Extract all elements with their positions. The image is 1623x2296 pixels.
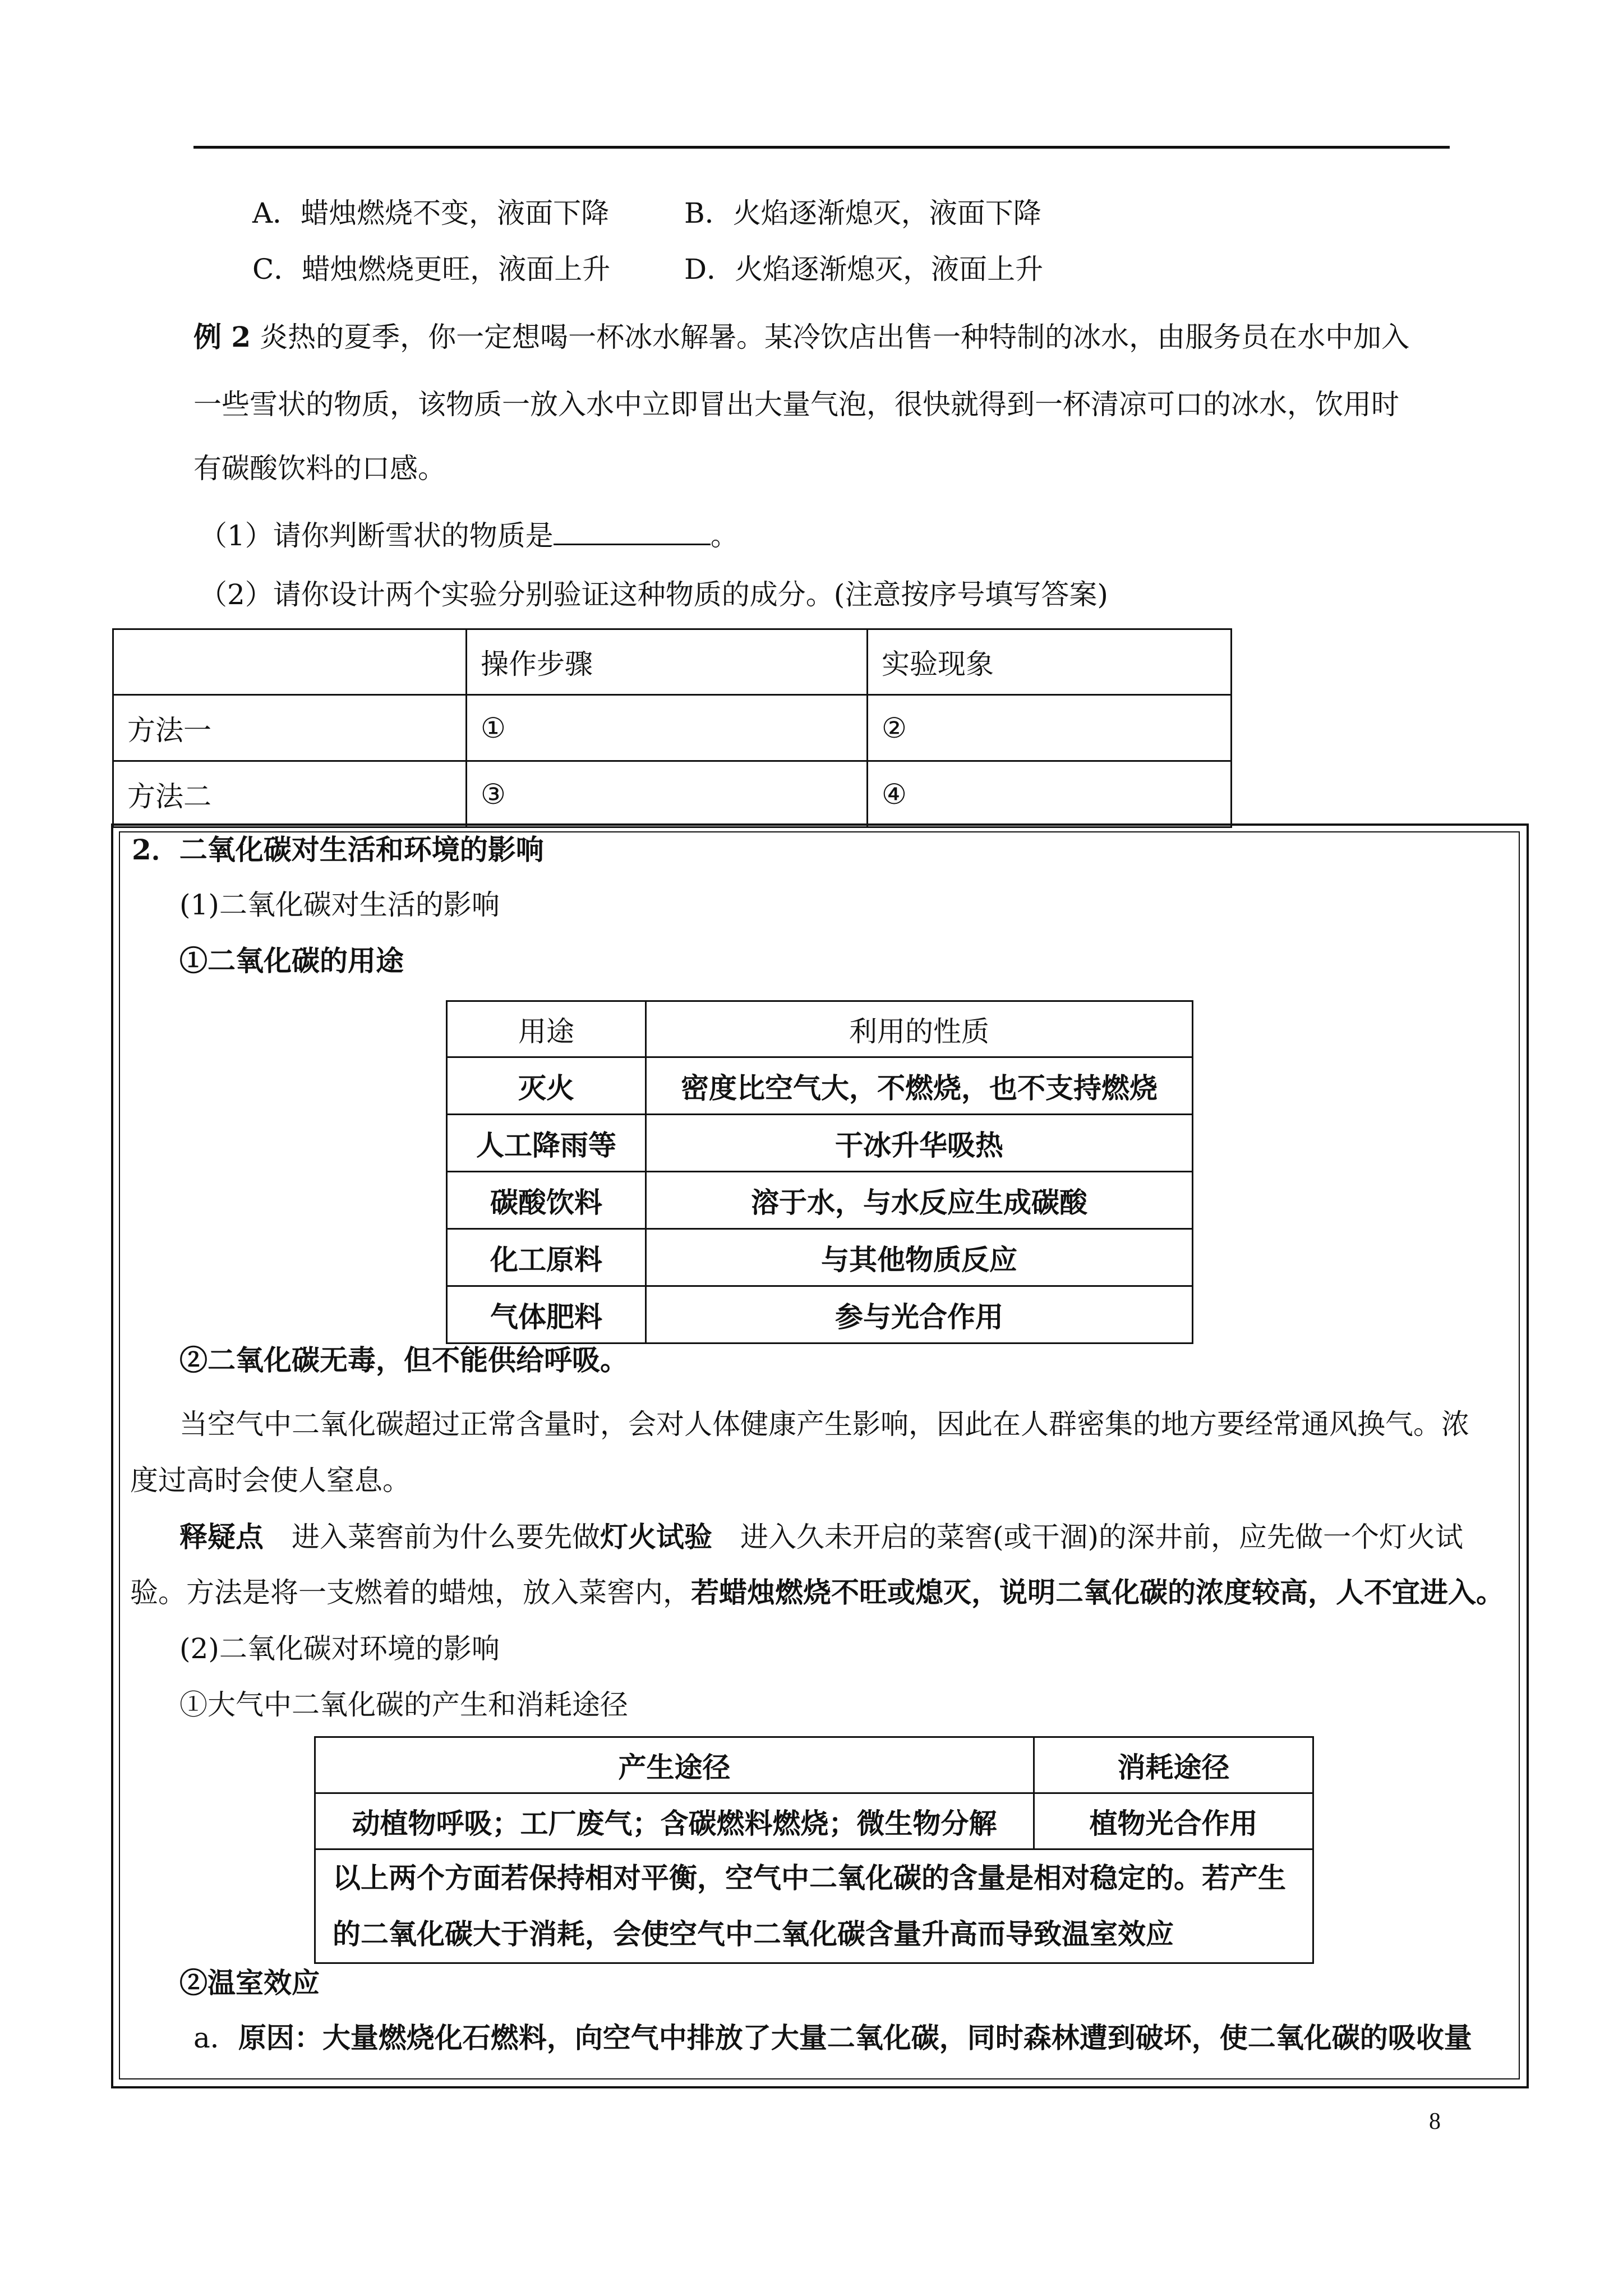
method-2-steps: ③ [467,761,868,827]
subsection-environment: (2)二氧化碳对环境的影响 [179,1632,500,1665]
method-1-label: 方法一 [113,695,467,761]
method-header-steps: 操作步骤 [467,629,868,695]
doubt-label: 释疑点 [179,1520,264,1553]
section-title: 2．二氧化碳对生活和环境的影响 [132,833,544,866]
property-rain: 干冰升华吸热 [646,1115,1193,1172]
use-rain: 人工降雨等 [447,1115,646,1172]
question-1-text: （1）请你判断雪状的物质是 [199,519,554,552]
cycle-table [314,1736,1314,1964]
question-1 [199,513,739,555]
uses-header-property: 利用的性质 [646,1001,1193,1057]
doubt-answer-bold: 若蜡烛燃烧不旺或熄灭，说明二氧化碳的浓度较高，人不宜进入。 [691,1576,1504,1609]
uses-table [446,1000,1193,1344]
uses-header-use: 用途 [447,1001,646,1057]
example2-line1 [193,318,1409,357]
method-2-phenomena: ④ [868,761,1232,827]
health-para-line1: 当空气中二氧化碳超过正常含量时，会对人体健康产生影响，因此在人群密集的地方要经常通风换气。浓 [179,1408,1469,1441]
cycle-heading: ①大气中二氧化碳的产生和消耗途径 [179,1688,628,1721]
option-d: D．火焰逐渐熄灭，液面上升 [684,253,1044,286]
cycle-note [315,1849,1313,1963]
answer-blank[interactable] [554,513,711,545]
example2-line2: 一些雪状的物质，该物质一放入水中立即冒出大量气泡，很快就得到一杯清凉可口的冰水，饮用时 [193,388,1399,421]
cause-bold: 大量燃烧化石燃料 [322,2021,547,2054]
property-fire: 密度比空气大，不燃烧，也不支持燃烧 [646,1057,1193,1115]
method-header-empty [113,629,467,695]
health-para-line2: 度过高时会使人窒息。 [130,1464,411,1497]
nontoxic-heading: ②二氧化碳无毒，但不能供给呼吸。 [179,1343,628,1377]
cause-prefix: a． [193,2022,238,2054]
property-fertilizer: 参与光合作用 [646,1286,1193,1343]
question-2: （2）请你设计两个实验分别验证这种物质的成分。(注意按序号填写答案) [199,578,1108,611]
greenhouse-heading: ②温室效应 [179,1966,320,1999]
page-number: 8 [1429,2109,1441,2134]
subsection-life: (1)二氧化碳对生活的影响 [179,889,500,921]
cycle-sinks: 植物光合作用 [1034,1793,1313,1849]
option-a: A．蜡烛燃烧不变，液面下降 [252,197,610,229]
option-b: B．火焰逐渐熄灭，液面下降 [684,197,1041,229]
cause-label: 原因： [238,2021,322,2054]
cause-line [193,2018,1472,2058]
doubt-question: 进入菜窖前为什么要先做 [292,1521,600,1553]
cycle-note-line2: 的二氧化碳大于消耗，会使空气中二氧化碳含量升高而导致温室效应 [333,1917,1174,1950]
method-header-phenomena: 实验现象 [868,629,1232,695]
example2-line3: 有碳酸饮料的口感。 [193,452,446,485]
method-2-label: 方法二 [113,761,467,827]
question-1-end: 。 [710,519,739,552]
doubt-line2 [130,1573,1504,1612]
use-fertilizer: 气体肥料 [447,1286,646,1343]
property-chemical: 与其他物质反应 [646,1229,1193,1286]
cause-rest: ，向空气中排放了大量二氧化碳，同时森林遭到破坏，使二氧化碳的吸收量 [546,2021,1472,2054]
cycle-sources: 动植物呼吸；工厂废气；含碳燃料燃烧；微生物分解 [315,1793,1034,1849]
use-fire: 灭火 [447,1057,646,1115]
option-c: C．蜡烛燃烧更旺，液面上升 [252,253,611,286]
use-drink: 碳酸饮料 [447,1172,646,1229]
cycle-header-source: 产生途径 [315,1737,1034,1793]
doubt-line1 [179,1517,1463,1557]
method-1-phenomena: ② [868,695,1232,761]
doubt-answer-1: 进入久未开启的菜窖(或干涸)的深井前，应先做一个灯火试 [740,1521,1464,1553]
cycle-note-line1: 以上两个方面若保持相对平衡，空气中二氧化碳的含量是相对稳定的。若产生 [333,1861,1286,1894]
example-label: 例 2 [193,320,251,353]
uses-heading: ①二氧化碳的用途 [179,944,404,977]
example2-text-1: 炎热的夏季，你一定想喝一杯冰水解暑。某冷饮店出售一种特制的冰水，由服务员在水中加入 [260,321,1410,353]
method-table [112,628,1232,828]
property-drink: 溶于水，与水反应生成碳酸 [646,1172,1193,1229]
doubt-answer-2: 验。方法是将一支燃着的蜡烛，放入菜窖内， [130,1576,691,1609]
header-rule [193,146,1450,149]
doubt-question-bold: 灯火试验 [600,1520,712,1553]
method-1-steps: ① [467,695,868,761]
cycle-header-sink: 消耗途径 [1034,1737,1313,1793]
use-chemical: 化工原料 [447,1229,646,1286]
